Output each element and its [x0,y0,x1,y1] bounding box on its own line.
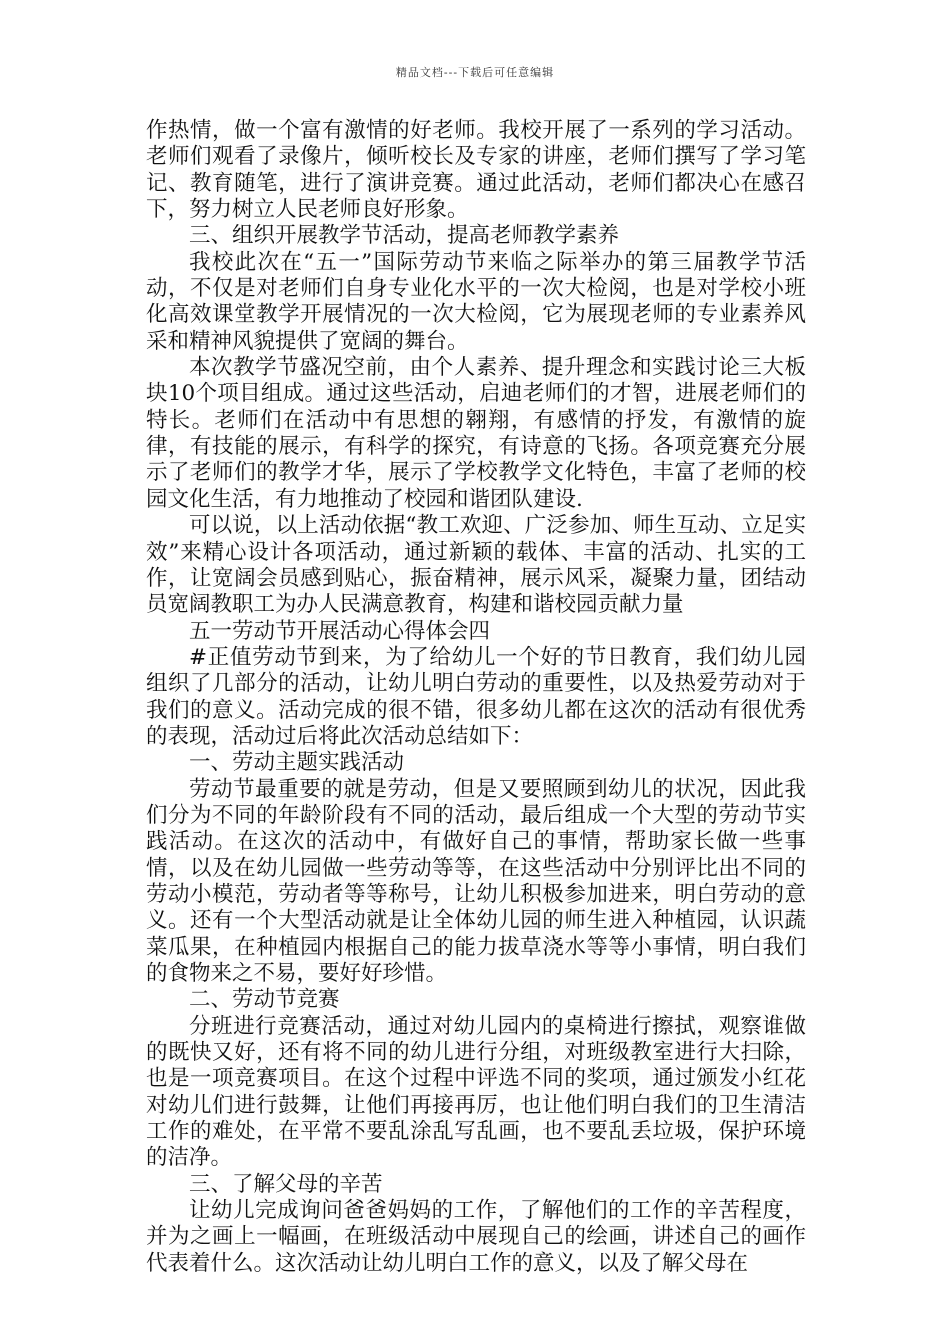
section-heading: 三、了解父母的辛苦 [189,1171,383,1197]
page-header: 精品文档---下载后可任意编辑 [395,66,555,79]
paragraph: 劳动节最重要的就是劳动，但是又要照顾到幼儿的状况，因此我们分为不同的年龄阶段有不同的活动，最后组成一个大型的劳动节实践活动。在这次的活动中，有做好自己的事情，帮助家长做一些事情，以及在幼儿园做一些劳动等等，在这些活动中分别评比出不同的劳动小模范，劳动者等等称号，让幼儿积极参加进来，明白劳动的意义。还有一个大型活动就是让全体幼儿园的师生进入种植园，认识蔬菜瓜果，在种植园内根据自己的能力拔草浇水等等小事情，明白我们的食物来之不易，要好好珍惜。 [146,776,806,986]
section-heading: 二、劳动节竞赛 [189,987,340,1013]
paragraph: #正值劳动节到来，为了给幼儿一个好的节日教育，我们幼儿园组织了几部分的活动，让幼儿明白劳动的重要性，以及热爱劳动对于我们的意义。活动完成的很不错，很多幼儿都在这次的活动有很优秀的表现，活动过后将此次活动总结如下： [146,644,806,749]
paragraph: 本次教学节盛况空前，由个人素养、提升理念和实践讨论三大板块10个项目组成。通过这些活动，启迪老师们的才智，进展老师们的特长。老师们在活动中有思想的翱翔，有感情的抒发，有激情的旋律，有技能的展示，有科学的探究，有诗意的飞扬。各项竞赛充分展示了老师们的教学才华，展示了学校教学文化特色，丰富了老师的校园文化生活，有力地推动了校园和谐团队建设. [146,355,806,512]
paragraph: 让幼儿完成询问爸爸妈妈的工作，了解他们的工作的辛苦程度，并为之画上一幅画，在班级活动中展现自己的绘画，讲述自己的画作代表着什么。这次活动让幼儿明白工作的意义，以及了解父母在 [146,1198,806,1276]
section-heading: 三、组织开展教学节活动，提高老师教学素养 [189,223,620,249]
section-heading: 一、劳动主题实践活动 [189,750,405,776]
section-heading: 五一劳动节开展活动心得体会四 [189,618,491,644]
paragraph: 可以说，以上活动依据“教工欢迎、广泛参加、师生互动、立足实效”来精心设计各项活动，通过新颖的载体、丰富的活动、扎实的工作，让宽阔会员感到贴心，振奋精神，展示风采，凝聚力量，团结动员宽阔教职工为办人民满意教育，构建和谐校园贡献力量 [146,513,806,618]
paragraph: 我校此次在“五一”国际劳动节来临之际举办的第三届教学节活动，不仅是对老师们自身专业化水平的一次大检阅，也是对学校小班化高效课堂教学开展情况的一次大检阅，它为展现老师的专业素养风采和精神风貌提供了宽阔的舞台。 [146,249,806,354]
paragraph: 作热情，做一个富有激情的好老师。我校开展了一系列的学习活动。老师们观看了录像片，倾听校长及专家的讲座，老师们撰写了学习笔记、教育随笔，进行了演讲竞赛。通过此活动，老师们都决心在感召下，努力树立人民老师良好形象。 [146,118,806,223]
paragraph: 分班进行竞赛活动，通过对幼儿园内的桌椅进行擦拭，观察谁做的既快又好，还有将不同的幼儿进行分组，对班级教室进行大扫除，也是一项竞赛项目。在这个过程中评选不同的奖项，通过颁发小红花对幼儿们进行鼓舞，让他们再接再厉，也让他们明白我们的卫生清洁工作的难处，在平常不要乱涂乱写乱画，也不要乱丢垃圾，保护环境的洁净。 [146,1013,806,1171]
document-body [146,118,806,1277]
